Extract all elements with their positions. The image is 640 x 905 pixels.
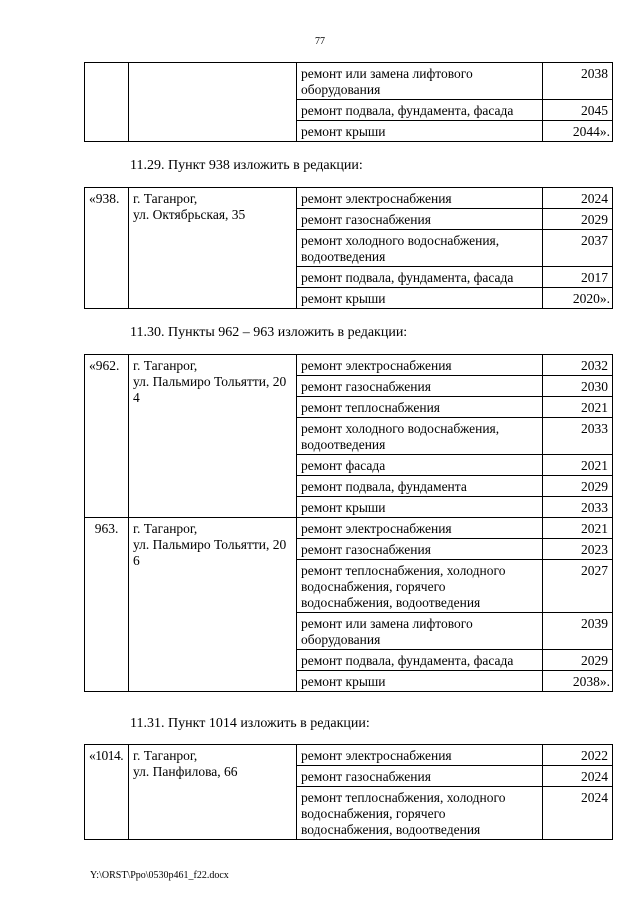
year-cell: 2021 (543, 455, 613, 476)
year-cell: 2023 (543, 539, 613, 560)
year-cell: 2021 (543, 397, 613, 418)
year-cell: 2029 (543, 209, 613, 230)
table-item-1014 (84, 744, 613, 840)
year-cell: 2029 (543, 650, 613, 671)
clause-heading: 11.30. Пункты 962 – 963 изложить в редакции: (130, 325, 408, 340)
table-row (85, 745, 613, 766)
year-cell: 2020». (543, 288, 613, 309)
year-cell: 2032 (543, 355, 613, 376)
work-cell: ремонт крыши (297, 288, 543, 309)
work-cell: ремонт подвала, фундамента, фасада (297, 100, 543, 121)
item-number: 963. (85, 518, 129, 692)
address-text: г. Таганрог, ул. Пальмиро Тольятти, 20 6 (133, 521, 287, 568)
year-cell: 2024 (543, 188, 613, 209)
work-cell: ремонт газоснабжения (297, 376, 543, 397)
year-cell: 2044». (543, 121, 613, 142)
year-cell: 2038». (543, 671, 613, 692)
work-cell: ремонт фасада (297, 455, 543, 476)
work-cell: ремонт холодного водоснабжения, водоотведения (297, 230, 543, 267)
year-cell: 2021 (543, 518, 613, 539)
year-cell: 2033 (543, 497, 613, 518)
table-items-962-963 (84, 354, 613, 692)
table-row (85, 518, 613, 539)
work-cell: ремонт теплоснабжения, холодного водоснабжения, горячего водоснабжения, водоотведения (297, 787, 543, 840)
address-text: г. Таганрог, ул. Октябрьская, 35 (133, 191, 246, 222)
item-address (129, 188, 297, 309)
work-cell: ремонт газоснабжения (297, 539, 543, 560)
item-number: «962. (85, 355, 129, 518)
table-row (85, 355, 613, 376)
item-number: «938. (85, 188, 129, 309)
address-text: г. Таганрог, ул. Панфилова, 66 (133, 748, 238, 779)
year-cell: 2024 (543, 766, 613, 787)
year-cell: 2017 (543, 267, 613, 288)
item-number: «1014. (85, 745, 129, 840)
year-cell: 2045 (543, 100, 613, 121)
number-cell (85, 63, 129, 142)
footer-file-path: Y:\ORST\Ppo\0530p461_f22.docx (90, 870, 229, 881)
year-cell: 2027 (543, 560, 613, 613)
clause-heading: 11.29. Пункт 938 изложить в редакции: (130, 158, 363, 173)
year-cell: 2033 (543, 418, 613, 455)
address-text: г. Таганрог, ул. Пальмиро Тольятти, 20 4 (133, 358, 287, 405)
work-cell: ремонт или замена лифтового оборудования (297, 63, 543, 100)
year-cell: 2024 (543, 787, 613, 840)
table-row (85, 63, 613, 100)
year-cell: 2039 (543, 613, 613, 650)
work-cell: ремонт холодного водоснабжения, водоотведения (297, 418, 543, 455)
work-cell: ремонт или замена лифтового оборудования (297, 613, 543, 650)
clause-heading: 11.31. Пункт 1014 изложить в редакции: (130, 716, 370, 731)
page-number: 77 (315, 36, 325, 47)
work-cell: ремонт электроснабжения (297, 745, 543, 766)
work-cell: ремонт подвала, фундамента, фасада (297, 650, 543, 671)
item-address (129, 355, 297, 518)
year-cell: 2022 (543, 745, 613, 766)
work-cell: ремонт подвала, фундамента (297, 476, 543, 497)
work-cell: ремонт электроснабжения (297, 188, 543, 209)
work-cell: ремонт электроснабжения (297, 518, 543, 539)
work-cell: ремонт крыши (297, 121, 543, 142)
work-cell: ремонт электроснабжения (297, 355, 543, 376)
year-cell: 2037 (543, 230, 613, 267)
work-cell: ремонт теплоснабжения (297, 397, 543, 418)
year-cell: 2030 (543, 376, 613, 397)
address-cell (129, 63, 297, 142)
work-cell: ремонт теплоснабжения, холодного водоснабжения, горячего водоснабжения, водоотведения (297, 560, 543, 613)
work-cell: ремонт газоснабжения (297, 766, 543, 787)
item-address (129, 518, 297, 692)
item-address (129, 745, 297, 840)
year-cell: 2038 (543, 63, 613, 100)
table-row (85, 188, 613, 209)
table-item-938 (84, 187, 613, 309)
year-cell: 2029 (543, 476, 613, 497)
table-continuation (84, 62, 613, 142)
work-cell: ремонт крыши (297, 497, 543, 518)
work-cell: ремонт крыши (297, 671, 543, 692)
work-cell: ремонт подвала, фундамента, фасада (297, 267, 543, 288)
work-cell: ремонт газоснабжения (297, 209, 543, 230)
